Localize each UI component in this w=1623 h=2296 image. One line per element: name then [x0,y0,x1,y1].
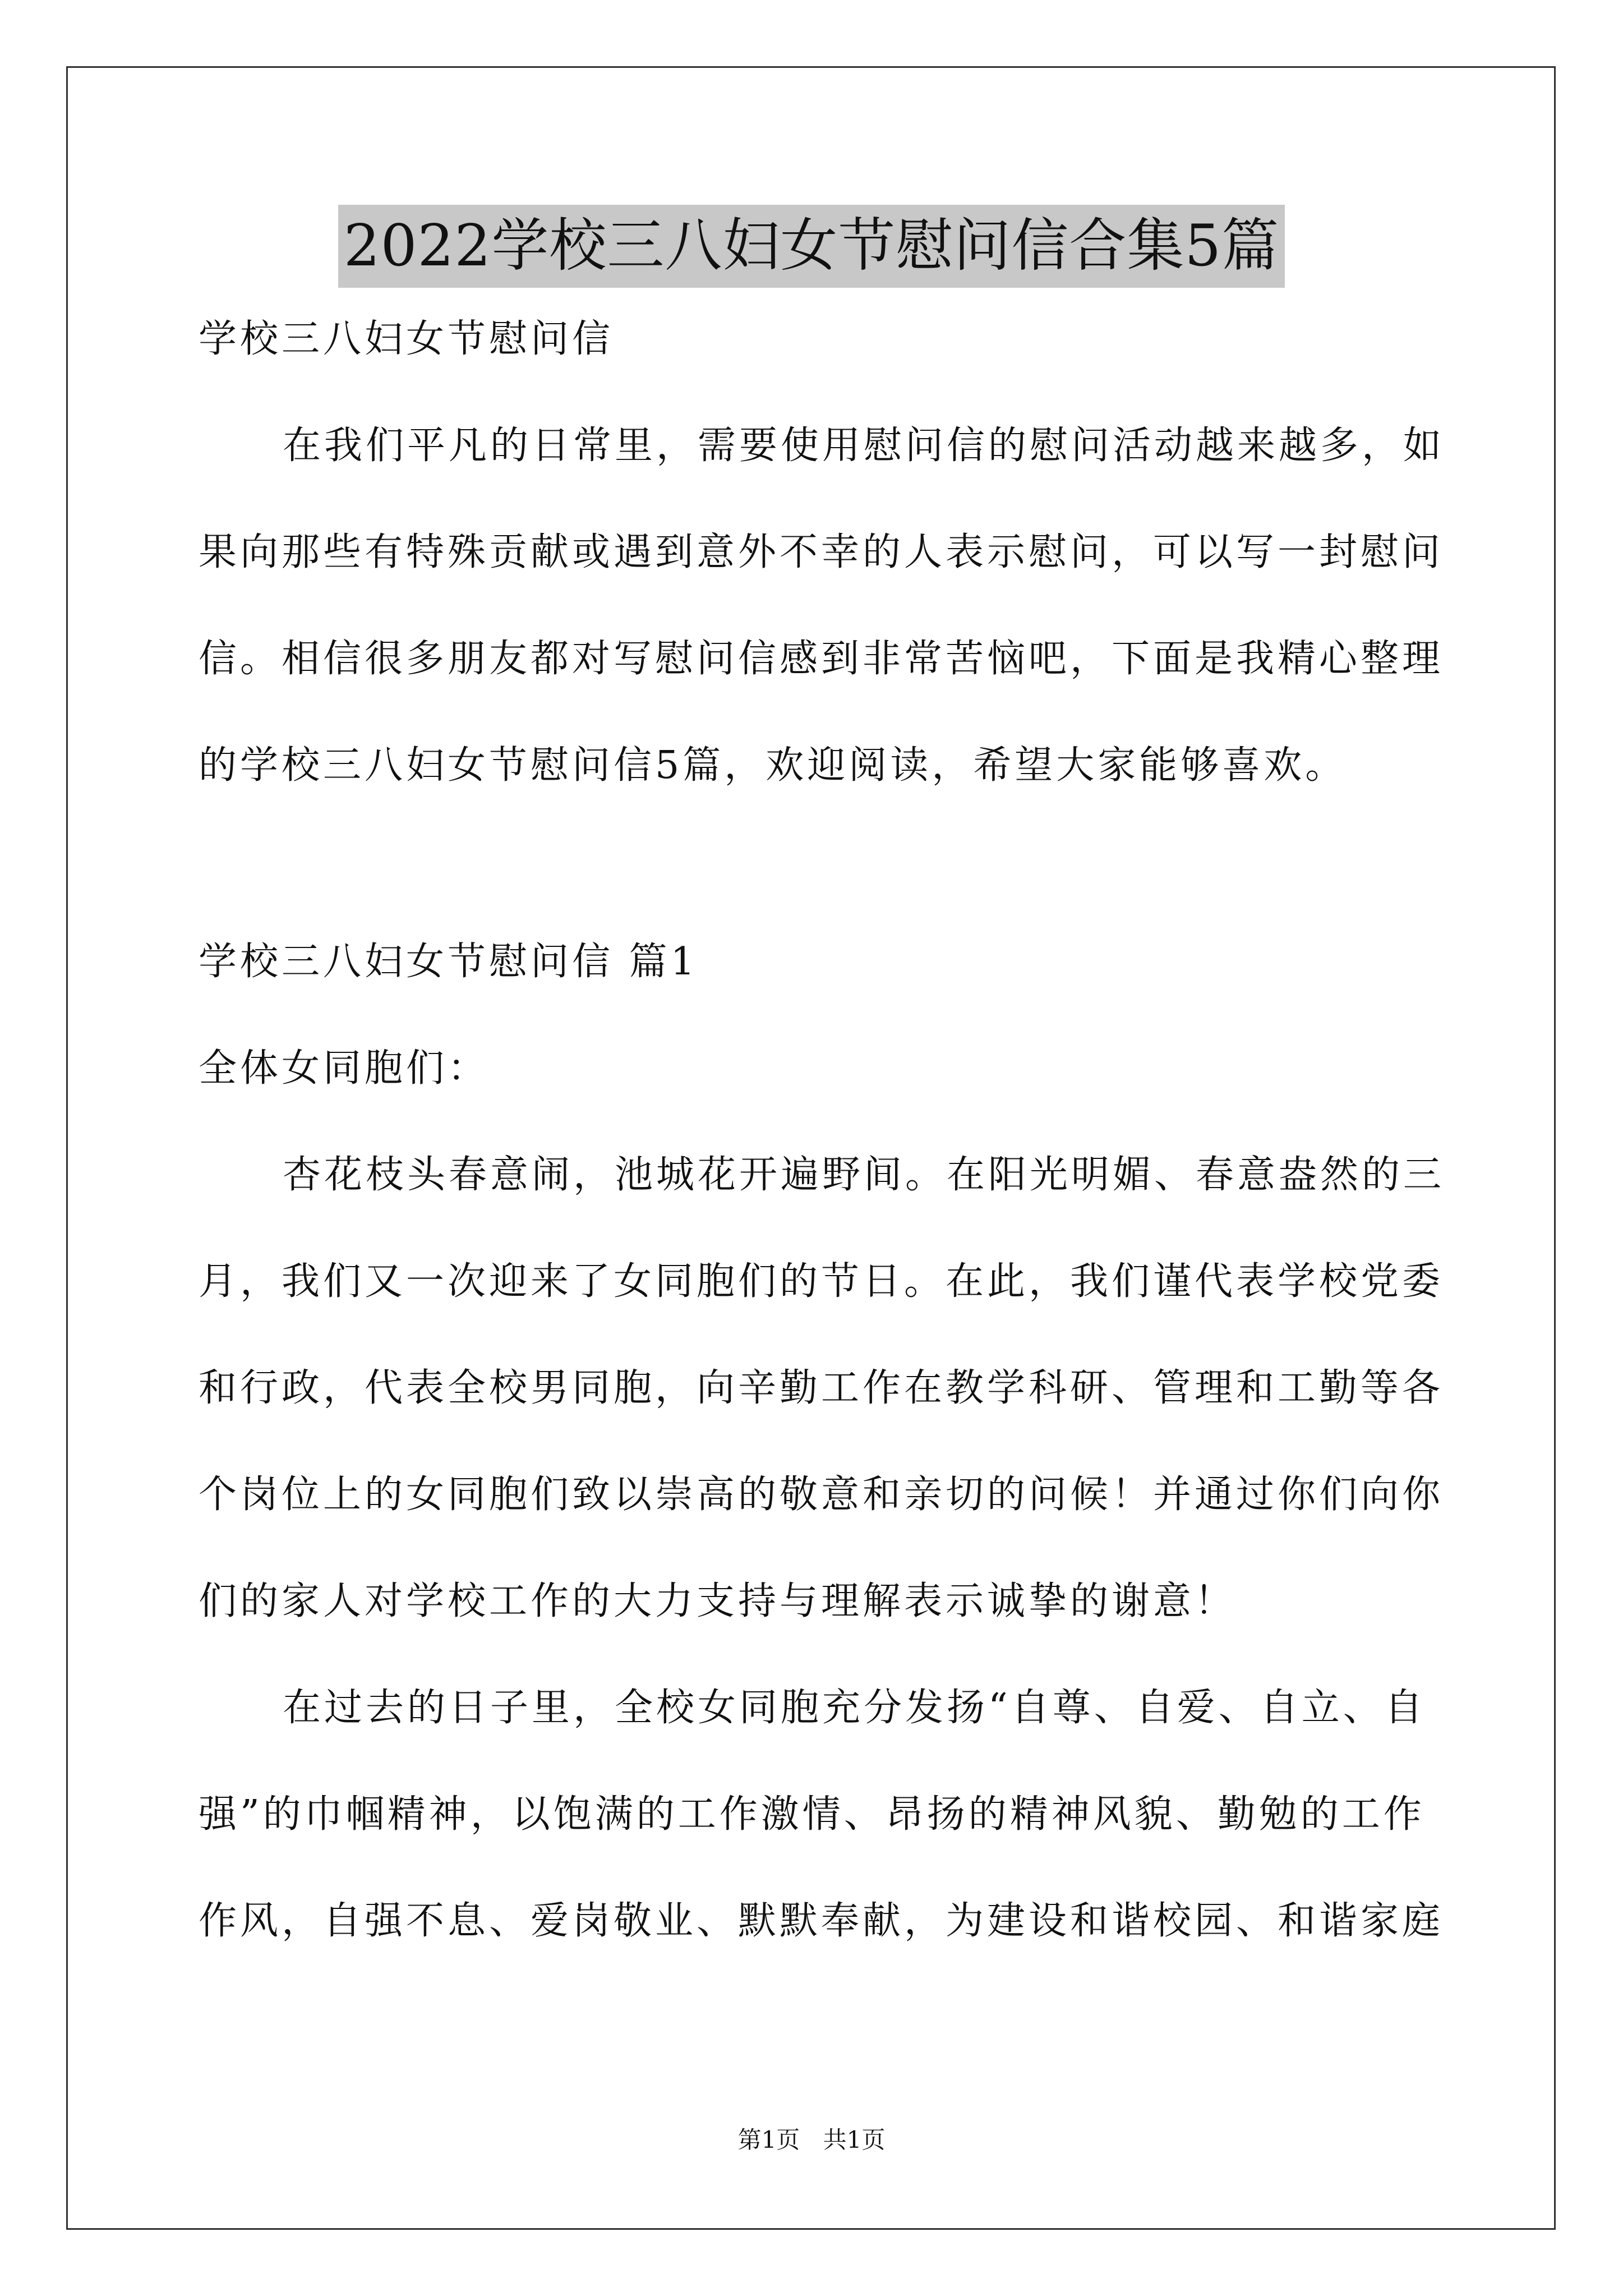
paragraph-line: 在我们平凡的日常里，需要使用慰问信的慰问活动越来越多，如 [283,424,1445,468]
heading-part-1: 学校三八妇女节慰问信 篇1 [199,940,698,984]
paragraph-line: 果向那些有特殊贡献或遇到意外不幸的人表示慰问，可以写一封慰问 [199,530,1444,574]
paragraph-line: 强”的巾帼精神，以饱满的工作激情、昂扬的精神风貌、勤勉的工作 [199,1792,1425,1837]
page-footer [0,2123,1623,2157]
page-total: 共1页 [823,2126,886,2154]
paragraph-line: 们的家人对学校工作的大力支持与理解表示诚挚的谢意！ [199,1579,1237,1623]
page-number: 第1页 [737,2126,800,2154]
paragraph-line: 在过去的日子里，全校女同胞充分发扬“自尊、自爱、自立、自 [283,1686,1426,1730]
paragraph-line: 月，我们又一次迎来了女同胞们的节日。在此，我们谨代表学校党委 [199,1259,1444,1304]
paragraph-line: 个岗位上的女同胞们致以崇高的敬意和亲切的问候！并通过你们向你 [199,1473,1444,1517]
paragraph-line: 和行政，代表全校男同胞，向辛勤工作在教学科研、管理和工勤等各 [199,1366,1444,1410]
paragraph-line: 杏花枝头春意闹，池城花开遍野间。在阳光明媚、春意盎然的三 [283,1153,1445,1197]
heading-intro: 学校三八妇女节慰问信 [199,317,614,361]
document-title: 2022学校三八妇女节慰问信合集5篇 [338,205,1285,288]
paragraph-line: 信。相信很多朋友都对写慰问信感到非常苦恼吧，下面是我精心整理 [199,637,1444,681]
paragraph-line: 的学校三八妇女节慰问信5篇，欢迎阅读，希望大家能够喜欢。 [199,743,1347,788]
title-container [0,205,1623,288]
paragraph-line: 作风，自强不息、爱岗敬业、默默奉献，为建设和谐校园、和谐家庭 [199,1899,1444,1943]
salutation: 全体女同胞们： [199,1046,490,1091]
